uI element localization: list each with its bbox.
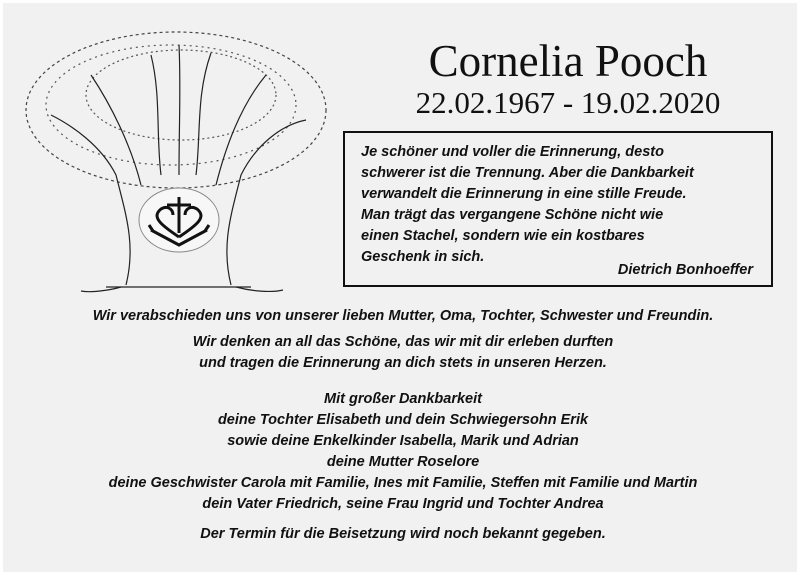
quote-line: schwerer ist die Trennung. Aber die Dankbarkeit: [361, 165, 694, 181]
tree-illustration: [21, 25, 331, 295]
deceased-name: Cornelia Pooch: [428, 36, 708, 86]
intro-text: Wir verabschieden uns von unserer lieben Mutter, Oma, Tochter, Schwester und Freundin.: [92, 308, 714, 324]
quote-line: verwandelt die Erinnerung in eine stille Freude.: [361, 186, 687, 202]
life-dates: 22.02.1967 - 19.02.2020: [415, 85, 721, 120]
quote-line: einen Stachel, sondern wie ein kostbares: [361, 228, 645, 244]
quote-box: [343, 131, 773, 287]
remembrance-line: und tragen die Erinnerung an dich stets in unseren Herzen.: [199, 355, 607, 371]
mourner-line: deine Tochter Elisabeth und dein Schwiegersohn Erik: [217, 412, 589, 428]
remembrance-line: Wir denken an all das Schöne, das wir mit dir erleben durften: [192, 334, 614, 350]
mourner-line: sowie deine Enkelkinder Isabella, Marik und Adrian: [227, 433, 579, 449]
quote-line: Je schöner und voller die Erinnerung, desto: [361, 144, 664, 160]
quote-line: Man trägt das vergangene Schöne nicht wie: [361, 207, 664, 223]
mourner-line: deine Geschwister Carola mit Familie, Ines mit Familie, Steffen mit Familie und Martin: [108, 475, 698, 491]
mourner-line: deine Mutter Roselore: [326, 454, 480, 470]
quote-line: Geschenk in sich.: [361, 249, 485, 265]
quote-author: Dietrich Bonhoeffer: [617, 262, 753, 278]
mourner-line: Mit großer Dankbarkeit: [324, 391, 482, 407]
obituary-card: [3, 3, 797, 572]
cross-heart-anchor-icon: [139, 188, 219, 252]
closing-text: Der Termin für die Beisetzung wird noch bekannt gegeben.: [200, 526, 606, 542]
mourner-line: dein Vater Friedrich, seine Frau Ingrid und Tochter Andrea: [202, 496, 604, 512]
